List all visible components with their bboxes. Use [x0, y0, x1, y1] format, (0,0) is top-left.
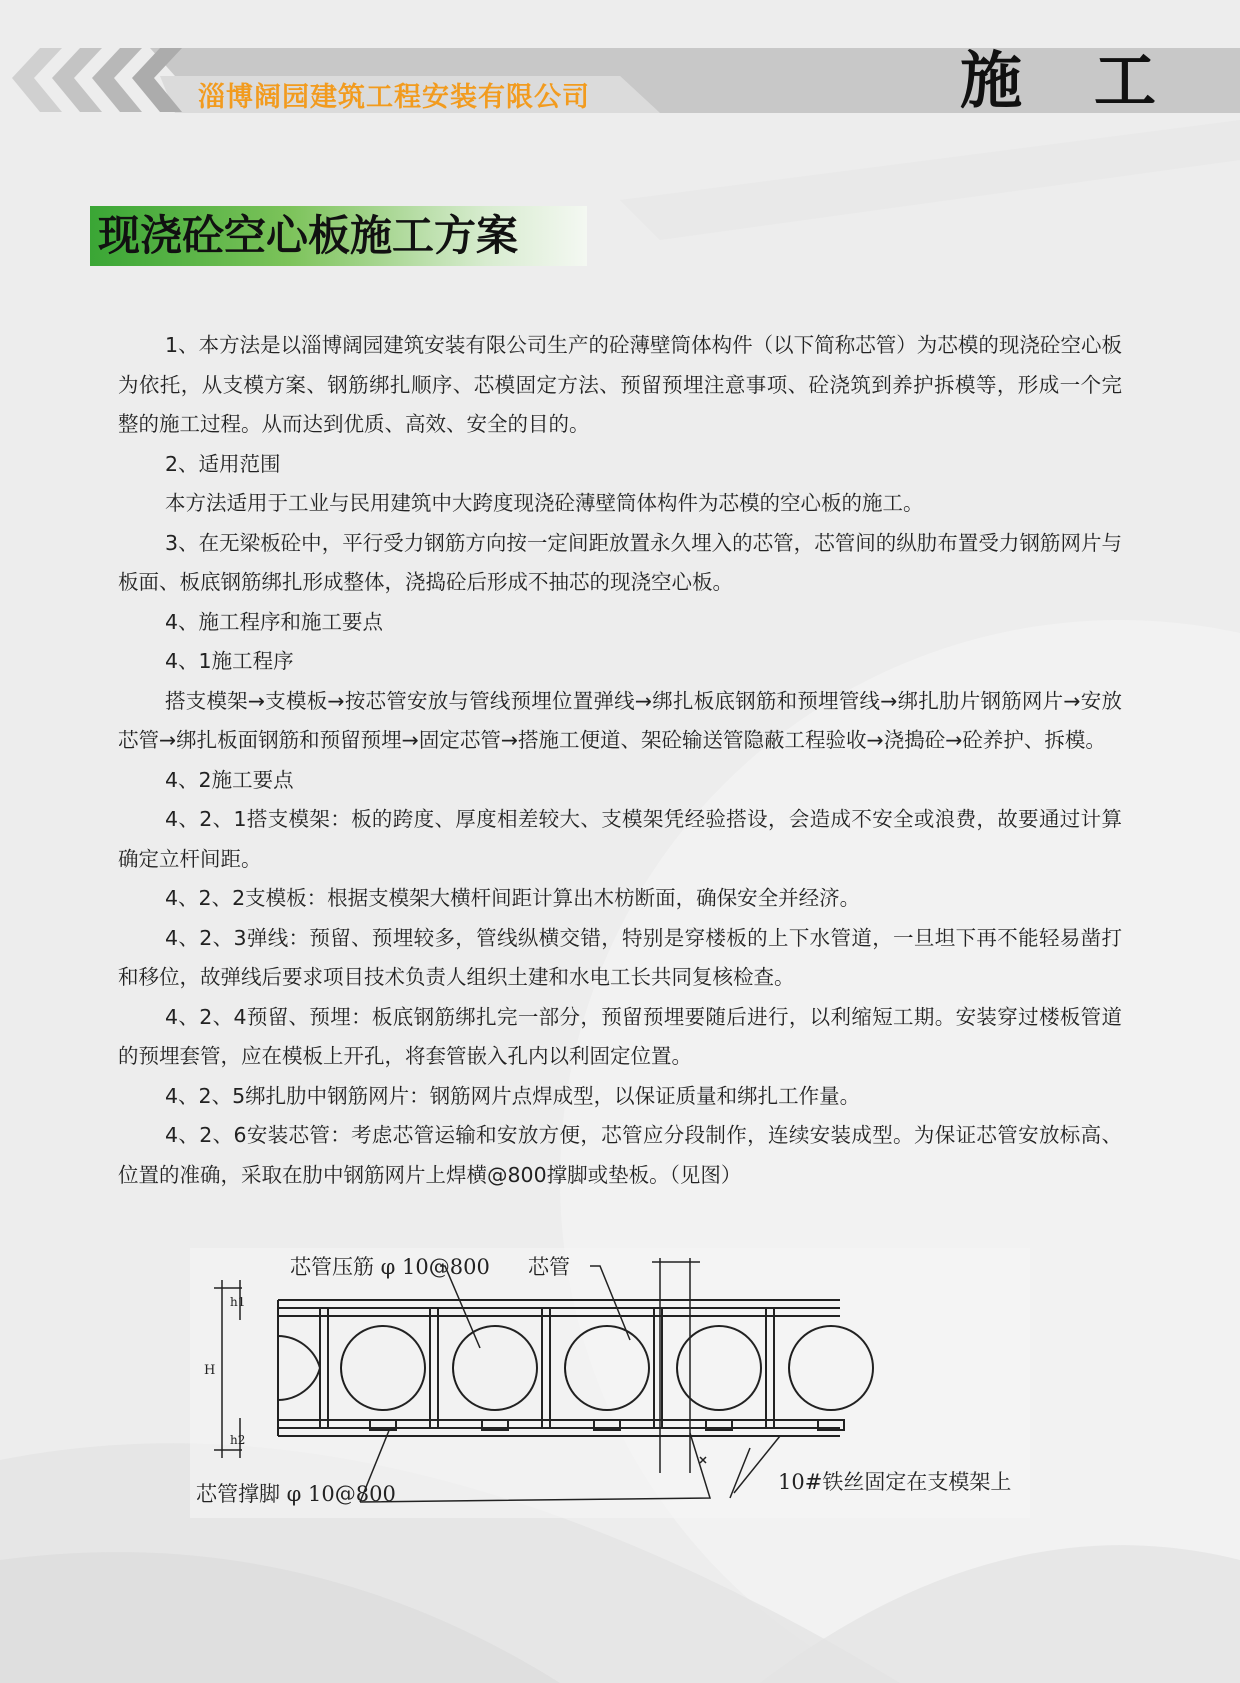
- dim-h2: h2: [230, 1433, 246, 1447]
- company-name: 淄博阔园建筑工程安装有限公司: [198, 82, 590, 113]
- section-tag: 施工: [960, 44, 1229, 117]
- paragraph: 1、本方法是以淄博阔园建筑安装有限公司生产的砼薄壁筒体构件（以下简称芯管）为芯模的现浇砼空心板为依托，从支模方案、钢筋绑扎顺序、芯模固定方法、预留预埋注意事项、砼浇筑到养护拆模等，形成一个完整的施工过程。从而达到优质、高效、安全的目的。: [118, 333, 1122, 436]
- body-text: [118, 326, 1122, 1195]
- label-core-tube-press-bar: 芯管压筋 φ 10@800: [290, 1255, 490, 1279]
- paragraph: 4、2、5绑扎肋中钢筋网片：钢筋网片点焊成型，以保证质量和绑扎工作量。: [165, 1083, 861, 1108]
- hollow-slab-diagram: [190, 1248, 1030, 1518]
- paragraph: 4、1施工程序: [165, 649, 294, 673]
- paragraph: 2、适用范围: [165, 451, 281, 476]
- paragraph: 搭支模架→支模板→按芯管安放与管线预埋位置弹线→绑扎板底钢筋和预埋管线→绑扎肋片钢筋网片→安放芯管→绑扎板面钢筋和预留预埋→固定芯管→搭施工便道、架砼输送管隐蔽工程验收→浇搗砼→砼养护、拆模。: [118, 688, 1122, 752]
- paragraph: 3、在无梁板砼中，平行受力钢筋方向按一定间距放置永久埋入的芯管，芯管间的纵肋布置受力钢筋网片与板面、板底钢筋绑扎形成整体，浇捣砼后形成不抽芯的现浇空心板。: [118, 530, 1122, 594]
- page-title: 现浇砼空心板施工方案: [98, 211, 519, 260]
- paragraph: 4、2、3弹线：预留、预埋较多，管线纵横交错，特别是穿楼板的上下水管道，一旦坦下再不能轻易凿打和移位，故弹线后要求项目技术负责人组织土建和水电工长共同复核检查。: [118, 925, 1122, 989]
- paragraph: 4、2、6安装芯管：考虑芯管运输和安放方便，芯管应分段制作，连续安装成型。为保证芯管安放标高、位置的准确，采取在肋中钢筋网片上焊横@800撑脚或垫板。（见图）: [118, 1123, 1122, 1187]
- dim-h1: h1: [230, 1295, 246, 1309]
- label-wire-fixing: 10#铁丝固定在支模架上: [778, 1470, 1012, 1494]
- chevron-arrows-icon: [0, 40, 220, 120]
- paragraph: 本方法适用于工业与民用建筑中大跨度现浇砼薄壁筒体构件为芯模的空心板的施工。: [165, 491, 924, 515]
- dim-h: H: [204, 1363, 216, 1378]
- paragraph: 4、2、2支模板：根据支模架大横杆间距计算出木枋断面，确保安全并经济。: [165, 886, 861, 910]
- paragraph: 4、2施工要点: [165, 767, 294, 792]
- title-banner: [90, 206, 587, 266]
- label-core-tube-support: 芯管撑脚 φ 10@800: [196, 1482, 396, 1506]
- paragraph: 4、2、1搭支模架：板的跨度、厚度相差较大、支模架凭经验搭设，会造成不安全或浪费，故要通过计算确定立杆间距。: [118, 807, 1122, 871]
- paragraph: 4、2、4预留、预埋：板底钢筋绑扎完一部分，预留预埋要随后进行，以利缩短工期。安装穿过楼板管道的预埋套管，应在模板上开孔，将套管嵌入孔内以利固定位置。: [118, 1004, 1122, 1068]
- label-core-tube: 芯管: [528, 1255, 570, 1279]
- paragraph: 4、施工程序和施工要点: [165, 609, 384, 634]
